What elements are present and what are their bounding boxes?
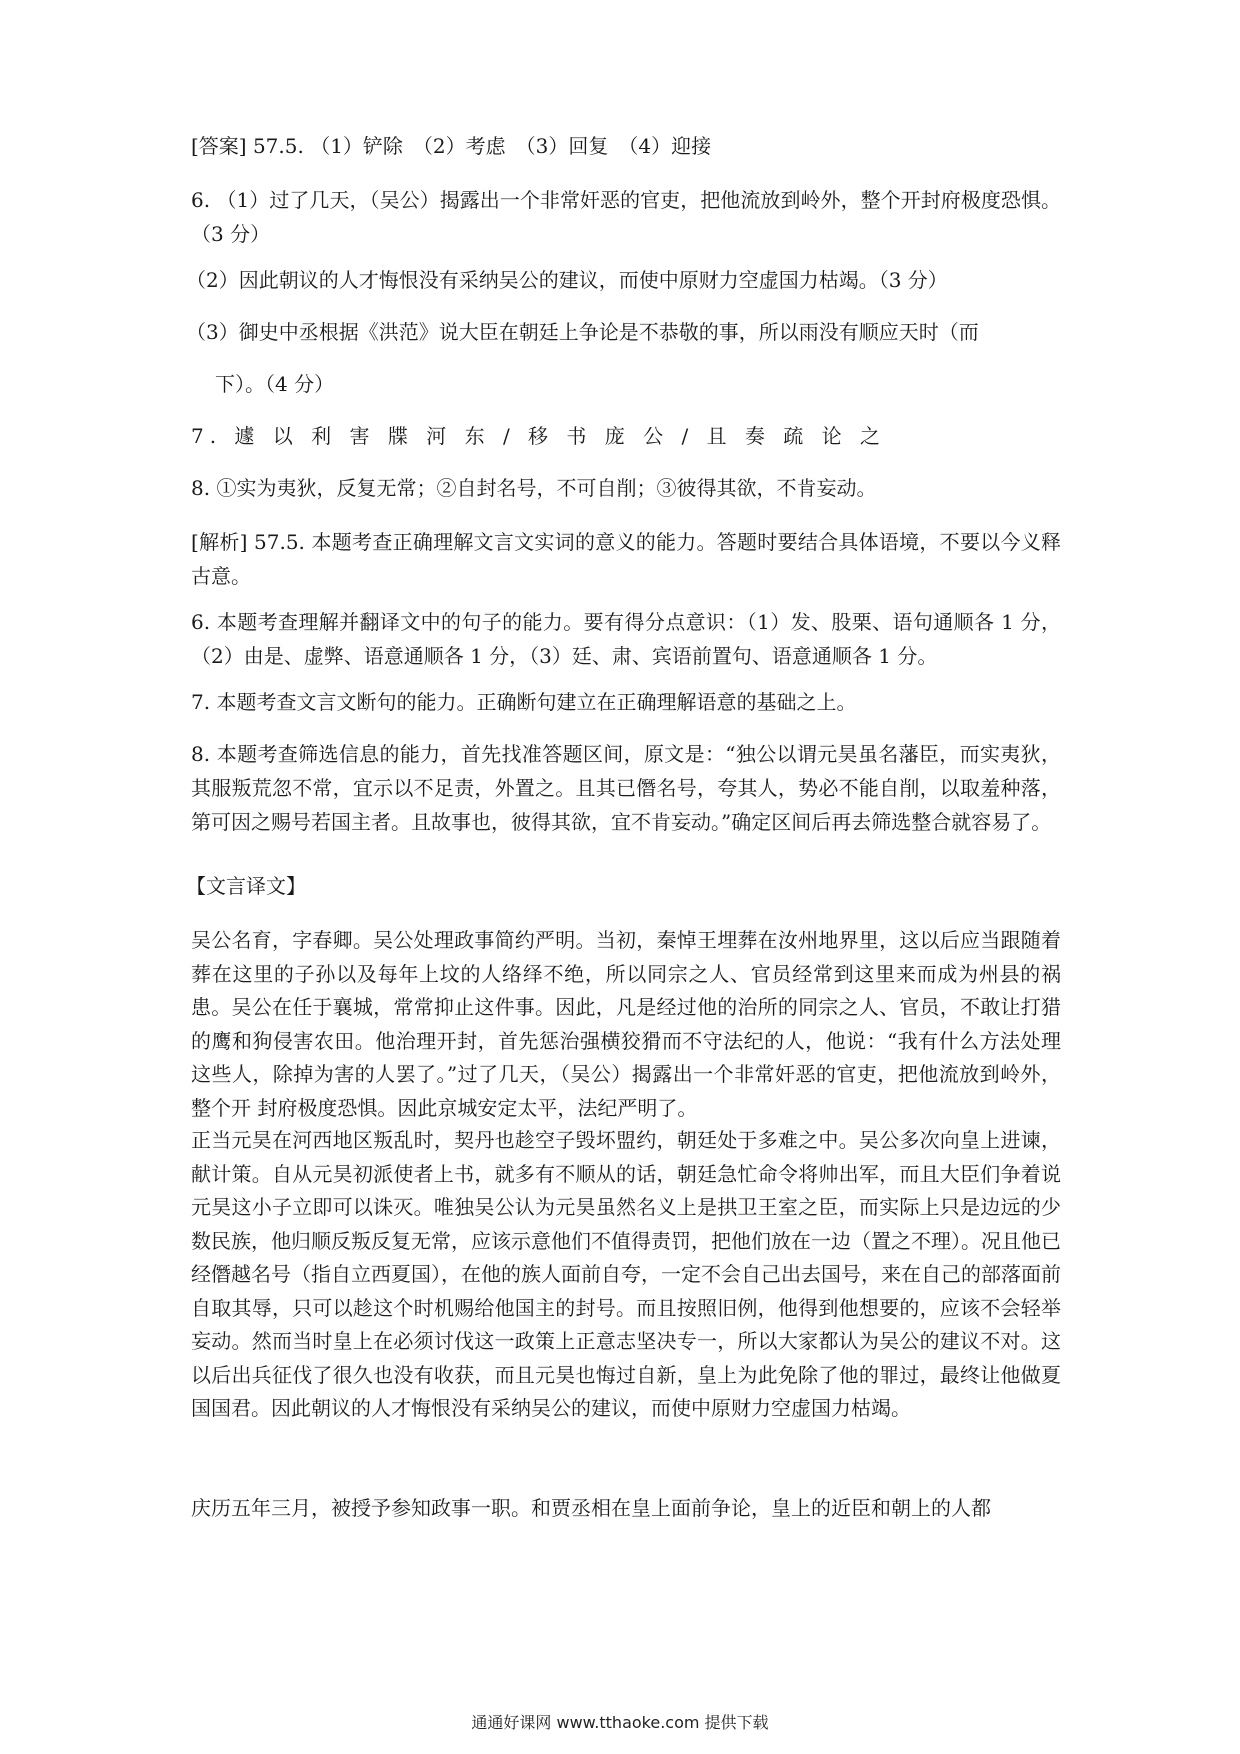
page-footer: 通通好课网 www.tthaoke.com 提供下载 <box>471 1713 769 1732</box>
translation-heading: 【文言译文】 <box>186 874 306 898</box>
answer-line-5: [答案] 57.5. （1）铲除 （2）考虑 （3）回复 （4）迎接 <box>191 134 712 158</box>
translation-paragraph-1: 吴公名育，字春卿。吴公处理政事简约严明。当初，秦悼王埋葬在汝州地界里，这以后应当跟随着葬在这里的子孙以及每年上坟的人络绎不绝，所以同宗之人、官员经常到这里来而成为州县的祸患。吴公在任于襄城，常常抑止这件事。因此，凡是经过他的治所的同宗之人、官员，不敢让打猎的鹰和狗侵害农田。他治理开封，首先惩治强横狡猾而不守法纪的人，他说：“我有什么方法处理这些人，除掉为害的人罢了。”过了几天，（吴公）揭露出一个非常奸恶的官吏，把他流放到岭外，整个开 封府极度恐惧。因此京城安定太平，法纪严明了。 <box>191 928 1061 1120</box>
analysis-q7: 7. 本题考查文言文断句的能力。正确断句建立在正确理解语意的基础之上。 <box>191 690 857 714</box>
answer-q6-part2: （2）因此朝议的人才悔恨没有采纳吴公的建议，而使中原财力空虚国力枯竭。（3 分） <box>186 268 948 292</box>
answer-q6-part3-continued: 下）。（4 分） <box>215 372 335 396</box>
answer-q6-part3: （3）御史中丞根据《洪范》说大臣在朝廷上争论是不恭敬的事，所以雨没有顺应天时（而 <box>186 320 979 344</box>
answer-q7: 7. 遽 以 利 害 牒 河 东 / 移 书 庞 公 / 且 奏 疏 论 之 <box>191 424 886 448</box>
analysis-q8: 8. 本题考查筛选信息的能力，首先找准答题区间，原文是：“独公以谓元昊虽名藩臣，而实夷狄，其服叛荒忽不常，宜示以不足责，外置之。且其已僭名号，夸其人，势必不能自削，以取羞种落，第可因之赐号若国主者。且故事也，彼得其欲，宜不肯妄动。”确定区间后再去筛选整合就容易了。 <box>191 742 1061 834</box>
answer-q8: 8. ①实为夷狄，反复无常；②自封名号，不可自削；③彼得其欲，不肯妄动。 <box>191 476 877 500</box>
translation-paragraph-3: 庆历五年三月，被授予参知政事一职。和贾丞相在皇上面前争论，皇上的近臣和朝上的人都 <box>191 1496 991 1520</box>
translation-paragraph-2: 正当元昊在河西地区叛乱时，契丹也趁空子毁坏盟约，朝廷处于多难之中。吴公多次向皇上进谏，献计策。自从元昊初派使者上书，就多有不顺从的话，朝廷急忙命令将帅出军，而且大臣们争着说元昊这小子立即可以诛灭。唯独吴公认为元昊虽然名义上是拱卫王室之臣，而实际上只是边远的少数民族，他归顺反叛反复无常，应该示意他们不值得责罚，把他们放在一边（置之不理）。况且他已经僭越名号（指自立西夏国），在他的族人面前自夸，一定不会自己出去国号，来在自己的部落面前自取其辱，只可以趁这个时机赐给他国主的封号。而且按照旧例，他得到他想要的，应该不会轻举妄动。然而当时皇上在必须讨伐这一政策上正意志坚决专一，所以大家都认为吴公的建议不对。这以后出兵征伐了很久也没有收获，而且元昊也悔过自新，皇上为此免除了他的罪过，最终让他做夏国国君。因此朝议的人才悔恨没有采纳吴公的建议，而使中原财力空虚国力枯竭。 <box>191 1128 1061 1420</box>
answer-q6-part1: 6. （1）过了几天，（吴公）揭露出一个非常奸恶的官吏，把他流放到岭外，整个开封府极度恐惧。（3 分） <box>191 188 1061 246</box>
analysis-q6: 6. 本题考查理解并翻译文中的句子的能力。要有得分点意识：（1）发、股栗、语句通顺各 1 分，（2）由是、虚弊、语意通顺各 1 分，（3）廷、肃、宾语前置句、语意通顺各 1 分。 <box>191 610 1061 668</box>
analysis-q5: [解析] 57.5. 本题考查正确理解文言文实词的意义的能力。答题时要结合具体语境，不要以今义释古意。 <box>191 530 1061 588</box>
